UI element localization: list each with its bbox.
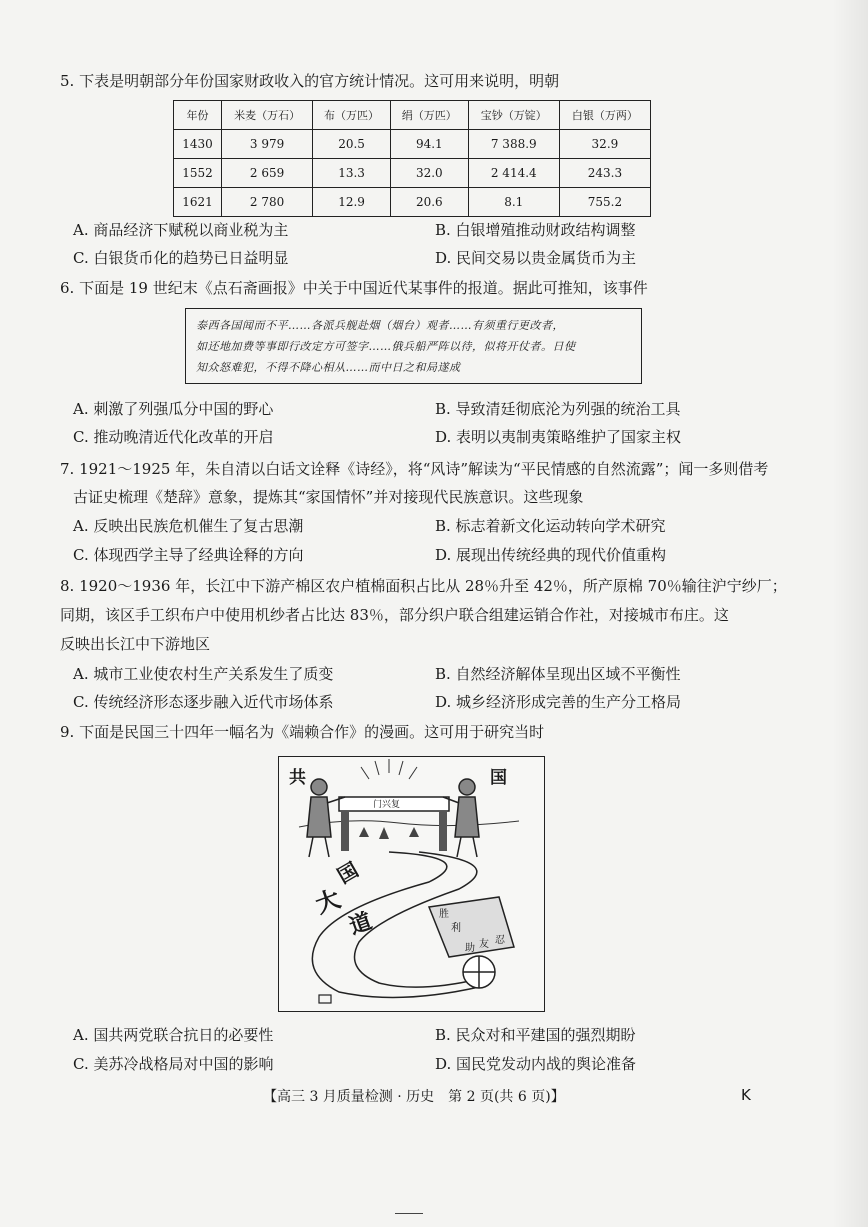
- table-row: [174, 130, 651, 159]
- table-cell: 8.1: [468, 188, 559, 217]
- q6-quote-line: 知众怒难犯，不得不降心相从……而中日之和局遂成: [196, 361, 461, 374]
- q5-option-a[interactable]: A. 商品经济下赋税以商业税为主: [73, 221, 289, 239]
- rock-icon: [319, 995, 331, 1003]
- q6-option-a[interactable]: A. 刺激了列强瓜分中国的野心: [73, 400, 274, 418]
- q6-option-c[interactable]: C. 推动晚清近代化改革的开启: [73, 428, 274, 446]
- q8-option-b[interactable]: B. 自然经济解体呈现出区域不平衡性: [435, 665, 681, 683]
- cartoon-gate-sign: 门兴复: [373, 800, 401, 810]
- q7-option-a[interactable]: A. 反映出民族危机催生了复古思潮: [73, 517, 304, 535]
- bottom-dash: [395, 1213, 423, 1214]
- table-cell: 1552: [174, 159, 222, 188]
- q9-option-d[interactable]: D. 国民党发动内战的舆论准备: [435, 1055, 637, 1073]
- table-header-cell: 白银（万两）: [559, 101, 650, 130]
- table-header-cell: 年份: [174, 101, 222, 130]
- q5-stem: 5. 下表是明朝部分年份国家财政收入的官方统计情况。这可用来说明，明朝: [60, 72, 560, 90]
- q5-option-b[interactable]: B. 白银增殖推动财政结构调整: [435, 221, 636, 239]
- q9-option-c[interactable]: C. 美苏冷战格局对中国的影响: [73, 1055, 274, 1073]
- q5-option-d[interactable]: D. 民间交易以贵金属货币为主: [435, 249, 637, 267]
- table-cell: 12.9: [313, 188, 391, 217]
- cartoon-road-char: 大: [311, 883, 344, 920]
- cartoon-wheel-char: 胜: [439, 909, 449, 920]
- cartoon-wheel-char: 忍: [495, 935, 505, 946]
- q6-quote-box: [185, 308, 642, 384]
- q9-option-b[interactable]: B. 民众对和平建国的强烈期盼: [435, 1026, 636, 1044]
- q6-option-b[interactable]: B. 导致清廷彻底沦为列强的统治工具: [435, 400, 681, 418]
- q6-quote-line: 泰西各国闻而不平……各派兵舰赴烟（烟台）观者……有须重行更改者，: [196, 319, 564, 332]
- q6-stem: 6. 下面是 19 世纪末《点石斋画报》中关于中国近代某事件的报道。据此可推知，该事件: [60, 279, 648, 297]
- cartoon-wheel-char: 友: [479, 939, 489, 950]
- q7-option-b[interactable]: B. 标志着新文化运动转向学术研究: [435, 517, 666, 535]
- table-header-cell: 绢（万匹）: [390, 101, 468, 130]
- q9-stem: 9. 下面是民国三十四年一幅名为《端赖合作》的漫画。这可用于研究当时: [60, 723, 545, 741]
- table-header-cell: 宝钞（万锭）: [468, 101, 559, 130]
- table-header-row: [174, 101, 651, 130]
- table-row: [174, 159, 651, 188]
- table-cell: 13.3: [313, 159, 391, 188]
- page-footer: 【高三 3 月质量检测 · 历史 第 2 页(共 6 页)】: [263, 1089, 565, 1105]
- q7-option-d[interactable]: D. 展现出传统经典的现代价值重构: [435, 546, 667, 564]
- right-figure-icon: [443, 779, 479, 857]
- q5-finance-table: [173, 100, 651, 217]
- table-cell: 2 659: [222, 159, 313, 188]
- table-cell: 32.0: [390, 159, 468, 188]
- table-cell: 94.1: [390, 130, 468, 159]
- q8-stem-line3: 反映出长江中下游地区: [60, 635, 211, 653]
- table-cell: 243.3: [559, 159, 650, 188]
- q8-option-a[interactable]: A. 城市工业使农村生产关系发生了质变: [73, 665, 334, 683]
- table-cell: 3 979: [222, 130, 313, 159]
- q9-cartoon: [278, 756, 545, 1012]
- q7-stem-line2: 古证史梳理《楚辞》意象，提炼其“家国情怀”并对接现代民族意识。这些现象: [73, 488, 584, 506]
- table-row: [174, 188, 651, 217]
- table-cell: 32.9: [559, 130, 650, 159]
- q7-stem-line1: 7. 1921～1925 年，朱自清以白话文诠释《诗经》，将“风诗”解读为“平民情感的自然流露”；闻一多则借考: [60, 460, 769, 478]
- table-cell: 2 780: [222, 188, 313, 217]
- cartoon-wheel-char: 助: [465, 943, 475, 954]
- cartoon-road-char: 道: [345, 907, 376, 940]
- q5-option-c[interactable]: C. 白银货币化的趋势已日益明显: [73, 249, 289, 267]
- q7-option-c[interactable]: C. 体现西学主导了经典诠释的方向: [73, 546, 304, 564]
- table-cell: 7 388.9: [468, 130, 559, 159]
- table-cell: 2 414.4: [468, 159, 559, 188]
- q6-option-d[interactable]: D. 表明以夷制夷策略维护了国家主权: [435, 428, 682, 446]
- cartoon-left-char: 共: [289, 768, 306, 788]
- table-header-cell: 米麦（万石）: [222, 101, 313, 130]
- q8-option-d[interactable]: D. 城乡经济形成完善的生产分工格局: [435, 693, 682, 711]
- table-cell: 755.2: [559, 188, 650, 217]
- table-cell: 1621: [174, 188, 222, 217]
- table-header-cell: 布（万匹）: [313, 101, 391, 130]
- q6-quote-line: 如还地加费等事即行改定方可签字……俄兵船严阵以待，似将开仗者。日使: [196, 340, 576, 353]
- cartoon-wheel-char: 利: [451, 923, 461, 934]
- table-cell: 20.6: [390, 188, 468, 217]
- table-cell: 1430: [174, 130, 222, 159]
- cartoon-road-char: 国: [333, 857, 363, 889]
- q9-option-a[interactable]: A. 国共两党联合抗日的必要性: [73, 1026, 274, 1044]
- scan-edge-shadow: [832, 0, 868, 1227]
- table-cell: 20.5: [313, 130, 391, 159]
- q8-stem-line2: 同期，该区手工织布户中使用机纱者占比达 83％，部分织户联合组建运销合作社，对接城市布庄。这: [60, 606, 729, 624]
- q8-option-c[interactable]: C. 传统经济形态逐步融入近代市场体系: [73, 693, 334, 711]
- version-mark: K: [741, 1086, 751, 1104]
- left-figure-icon: [307, 779, 345, 857]
- q8-stem-line1: 8. 1920～1936 年，长江中下游产棉区农户植棉面积占比从 28％升至 42％，所产原棉 70％输往沪宁纱厂；: [60, 577, 787, 595]
- cartoon-right-char: 国: [490, 768, 507, 788]
- sun-rays-icon: [361, 759, 417, 779]
